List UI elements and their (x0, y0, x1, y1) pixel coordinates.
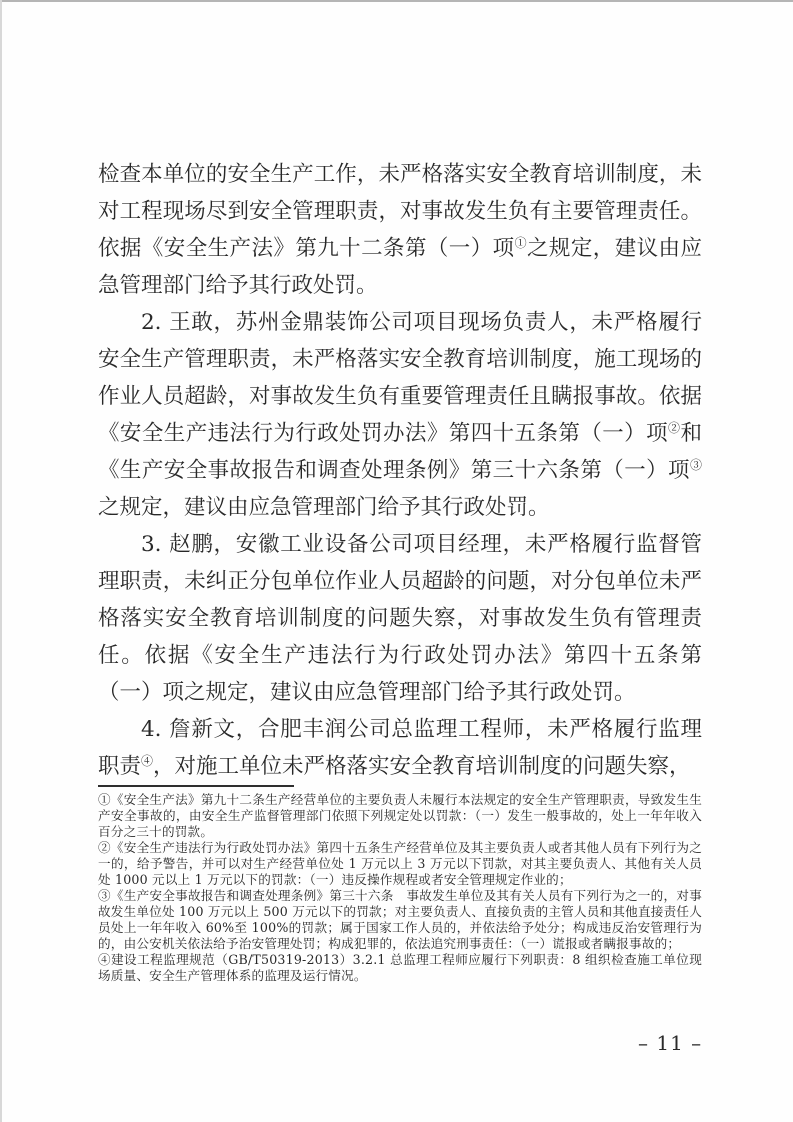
body-paragraph: 检查本单位的安全生产工作，未严格落实安全教育培训制度，未对工程现场尽到安全管理职责，对事故发生负有主要管理责任。依据《安全生产法》第九十二条第（一）项①之规定，建议由应急管理部门给予其行政处罚。 (98, 162, 702, 298)
footnote-marker: ② (98, 840, 111, 855)
page-number: – 11 – (638, 1031, 703, 1055)
scan-edge-left (0, 0, 2, 1122)
footnote-list (98, 792, 702, 984)
footnote-item (98, 840, 702, 888)
footnote-divider (98, 785, 294, 787)
footnote-reference-mark: ② (668, 421, 681, 435)
footnote-text: 《安全生产法》第九十二条生产经营单位的主要负责人未履行本法规定的安全生产管理职责，导致发生生产安全事故的，由安全生产监督管理部门依照下列规定处以罚款：（一）发生一般事故的，处上一年年收入百分之三十的罚款。 (98, 792, 703, 839)
footnote-item (98, 888, 702, 952)
footnote-item (98, 952, 702, 984)
body-paragraph: 4. 詹新文，合肥丰润公司总监理工程师，未严格履行监理职责④，对施工单位未严格落实安全教育培训制度的问题失察， (98, 717, 702, 779)
footnote-reference-mark: ① (514, 236, 527, 250)
document-body (98, 156, 702, 785)
footnote-text: 《安全生产违法行为行政处罚办法》第四十五条生产经营单位及其主要负责人或者其他人员有下列行为之一的，给予警告，并可以对生产经营单位处 1 万元以上 3 万元以下罚款，对其主要负责人、其他有关人员处 1000 元以上 1 万元以下的罚款：（一）违反操作规程或者安全管理规定作业的； (98, 840, 703, 887)
footnote-marker: ④ (98, 952, 112, 967)
footnote-marker: ③ (98, 888, 111, 903)
body-paragraph: 3. 赵鹏，安徽工业设备公司项目经理，未严格履行监督管理职责，未纠正分包单位作业人员超龄的问题，对分包单位未严格落实安全教育培训制度的问题失察，对事故发生负有管理责任。依据《安全生产违法行为行政处罚办法》第四十五条第（一）项之规定，建议由应急管理部门给予其行政处罚。 (98, 532, 702, 705)
footnote-reference-mark: ④ (141, 754, 154, 768)
footnote-reference-mark: ③ (689, 458, 702, 472)
footnote-section (98, 785, 702, 984)
scan-edge-top (0, 0, 793, 2)
body-paragraph: 2. 王敢，苏州金鼎装饰公司项目现场负责人，未严格履行安全生产管理职责，未严格落实安全教育培训制度，施工现场的作业人员超龄，对事故发生负有重要管理责任且瞒报事故。依据《安全生产违法行为行政处罚办法》第四十五条第（一）项②和《生产安全事故报告和调查处理条例》第三十六条第（一）项③之规定，建议由应急管理部门给予其行政处罚。 (98, 310, 702, 520)
footnote-text: 《生产安全事故报告和调查处理条例》第三十六条 事故发生单位及其有关人员有下列行为之一的，对事故发生单位处 100 万元以上 500 万元以下的罚款；对主要负责人、直接负责的主管人员和其他直接责任人员处上一年年收入 60%至 100%的罚款；属于国家工作人员的，并依法给予处分；构成违反治安管理行为的，由公安机关依法给予治安管理处罚；构成犯罪的，依法追究刑事责任：（一）谎报或者瞒报事故的； (98, 888, 703, 951)
footnote-marker: ① (98, 792, 111, 807)
footnote-item (98, 792, 702, 840)
footnote-text: 建设工程监理规范（GB/T50319-2013）3.2.1 总监理工程师应履行下列职责：8 组织检查施工单位现场质量、安全生产管理体系的监理及运行情况。 (98, 952, 703, 983)
